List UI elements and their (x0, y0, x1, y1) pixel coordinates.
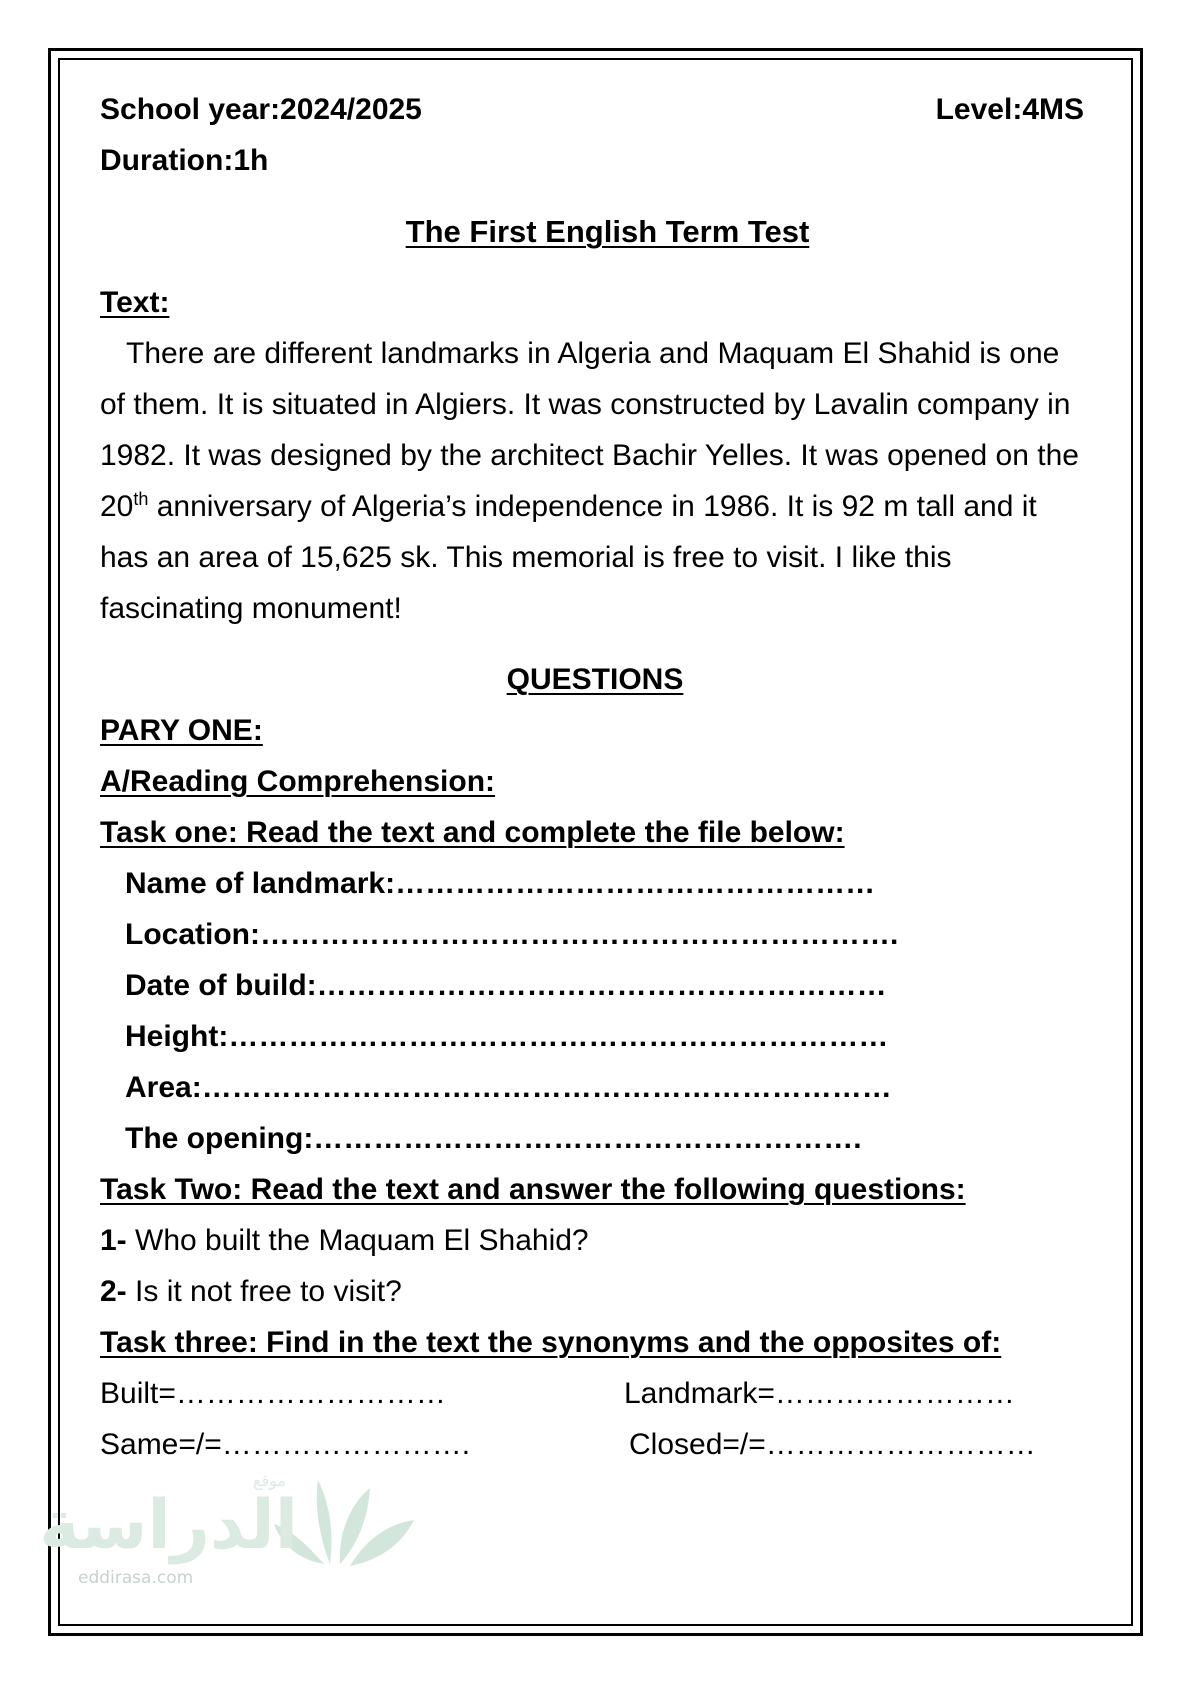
file-line-location: Location:………………………………………………………. (125, 918, 899, 951)
reading-text-sup: th (133, 489, 149, 509)
question-1-number: 1- (100, 1224, 127, 1257)
text-label: Text: (100, 286, 170, 319)
file-line-name: Name of landmark:………………………………………… (125, 867, 876, 900)
reading-comprehension-heading: A/Reading Comprehension: (100, 765, 496, 798)
watermark-logo-icon (39, 1468, 428, 1568)
part-one-heading: PARY ONE: (100, 714, 263, 747)
school-year: School year:2024/2025 (100, 93, 422, 126)
file-line-date: Date of build:………………………………………………… (125, 969, 887, 1002)
reading-text-part1: There are different landmarks in Algeria and Maquam El Shahid is one of them. It is situated in Algiers. It was constructed by Lavalin company in 1982. It was designed by the architect Bachir Yelles. It was opened on the 20 (100, 337, 1079, 523)
watermark-site: eddirasa.com (78, 1568, 194, 1588)
header-row (100, 84, 1090, 135)
synonym-row-2 (100, 1419, 1090, 1470)
duration: Duration:1h (100, 144, 269, 177)
closed-opposite: Closed=/=……………………… (629, 1428, 1036, 1461)
synonym-row-1 (100, 1368, 1090, 1419)
exam-content (100, 84, 1090, 1470)
same-opposite: Same=/=……………………. (100, 1428, 471, 1461)
eddirasa-watermark (39, 1468, 428, 1593)
file-line-area: Area:…………………………………………………………… (125, 1071, 892, 1104)
task-two-heading: Task Two: Read the text and answer the following questions: (100, 1173, 966, 1206)
task-one-heading: Task one: Read the text and complete the file below: (100, 816, 845, 849)
file-line-height: Height:………………………………………………………… (125, 1020, 889, 1053)
level: Level:4MS (935, 93, 1084, 126)
question-1-text: Who built the Maquam El Shahid? (126, 1224, 589, 1257)
watermark-arabic: الدراسة (39, 1486, 298, 1565)
question-2 (100, 1266, 1090, 1317)
question-2-text: Is it not free to visit? (126, 1275, 402, 1308)
reading-text (100, 328, 1090, 634)
reading-text-part2: anniversary of Algeria’s independence in 1986. It is 92 m tall and it has an area of 15,625 sk. This memorial is free to visit. I like this fascinating monument! (100, 490, 1037, 625)
question-2-number: 2- (100, 1275, 127, 1308)
watermark-arabic-small: موقع (253, 1471, 286, 1490)
built-synonym: Built=……………………… (100, 1377, 446, 1410)
task-three-heading: Task three: Find in the text the synonyms and the opposites of: (100, 1326, 1002, 1359)
question-1 (100, 1215, 1090, 1266)
landmark-synonym: Landmark=…………………… (624, 1377, 1015, 1410)
file-line-opening: The opening:………………………………………………. (125, 1122, 862, 1155)
page-title: The First English Term Test (405, 214, 810, 249)
questions-heading: QUESTIONS (506, 663, 684, 696)
